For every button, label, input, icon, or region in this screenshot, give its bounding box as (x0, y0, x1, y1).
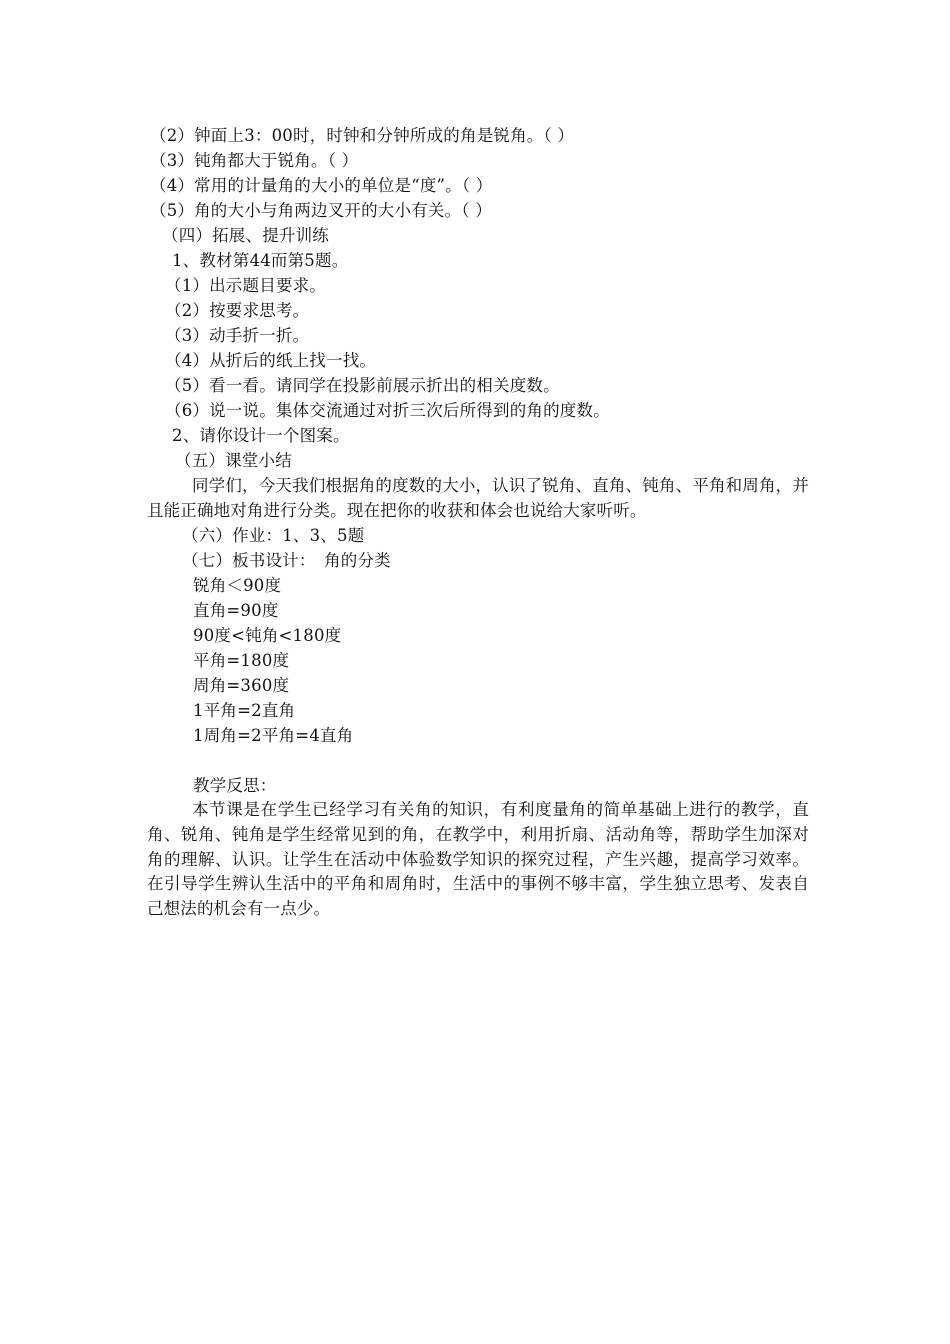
section-7-heading: （七）板书设计： 角的分类 (182, 551, 391, 570)
section-6-heading: （六）作业：1、3、5题 (182, 526, 365, 545)
section-4-task-1: 1、教材第44而第5题。 (172, 251, 349, 270)
reflection-paragraph: 本节课是在学生已经学习有关角的知识，有利度量角的简单基础上进行的教学，直角、锐角、钝角是学生经常见到的角，在教学中，利用折扇、活动角等，帮助学生加深对角的理解、认识。让学生在活动中体验数学知识的探究过程，产生兴趣，提高学习效率。在引导学生辨认生活中的平角和周角时，生活中的事例不够丰富，学生独立思考、发表自己想法的机会有一点少。 (147, 800, 809, 919)
board-line-acute: 锐角＜90度 (193, 576, 282, 595)
board-line-right: 直角=90度 (193, 601, 279, 620)
step-4: （4）从折后的纸上找一找。 (165, 351, 377, 370)
board-line-relation-1: 1平角=2直角 (193, 701, 296, 720)
board-line-full: 周角=360度 (193, 676, 290, 695)
judgment-item-5: （5）角的大小与角两边叉开的大小有关。（ ） (150, 201, 492, 220)
step-6: （6）说一说。集体交流通过对折三次后所得到的角的度数。 (165, 401, 610, 420)
step-1: （1）出示题目要求。 (165, 276, 326, 295)
board-line-straight: 平角=180度 (193, 651, 290, 670)
judgment-item-4: （4）常用的计量角的大小的单位是“度”。（ ） (150, 176, 493, 195)
step-2: （2）按要求思考。 (165, 301, 310, 320)
lesson-summary-paragraph: 同学们，今天我们根据角的度数的大小，认识了锐角、直角、钝角、平角和周角，并且能正确地对角进行分类。现在把你的收获和体会也说给大家听听。 (147, 476, 809, 520)
section-5-heading: （五）课堂小结 (175, 451, 292, 470)
step-5: （5）看一看。请同学在投影前展示折出的相关度数。 (165, 376, 560, 395)
board-line-relation-2: 1周角=2平角=4直角 (193, 726, 354, 745)
judgment-item-2: （2）钟面上3：00时，时钟和分钟所成的角是锐角。（ ） (150, 126, 575, 145)
section-4-task-2: 2、请你设计一个图案。 (172, 426, 350, 445)
step-3: （3）动手折一折。 (165, 326, 310, 345)
board-line-obtuse: 90度<钝角<180度 (193, 626, 342, 645)
reflection-heading: 教学反思： (193, 776, 277, 795)
section-4-heading: （四）拓展、提升训练 (162, 226, 329, 245)
judgment-item-3: （3）钝角都大于锐角。（ ） (150, 151, 359, 170)
